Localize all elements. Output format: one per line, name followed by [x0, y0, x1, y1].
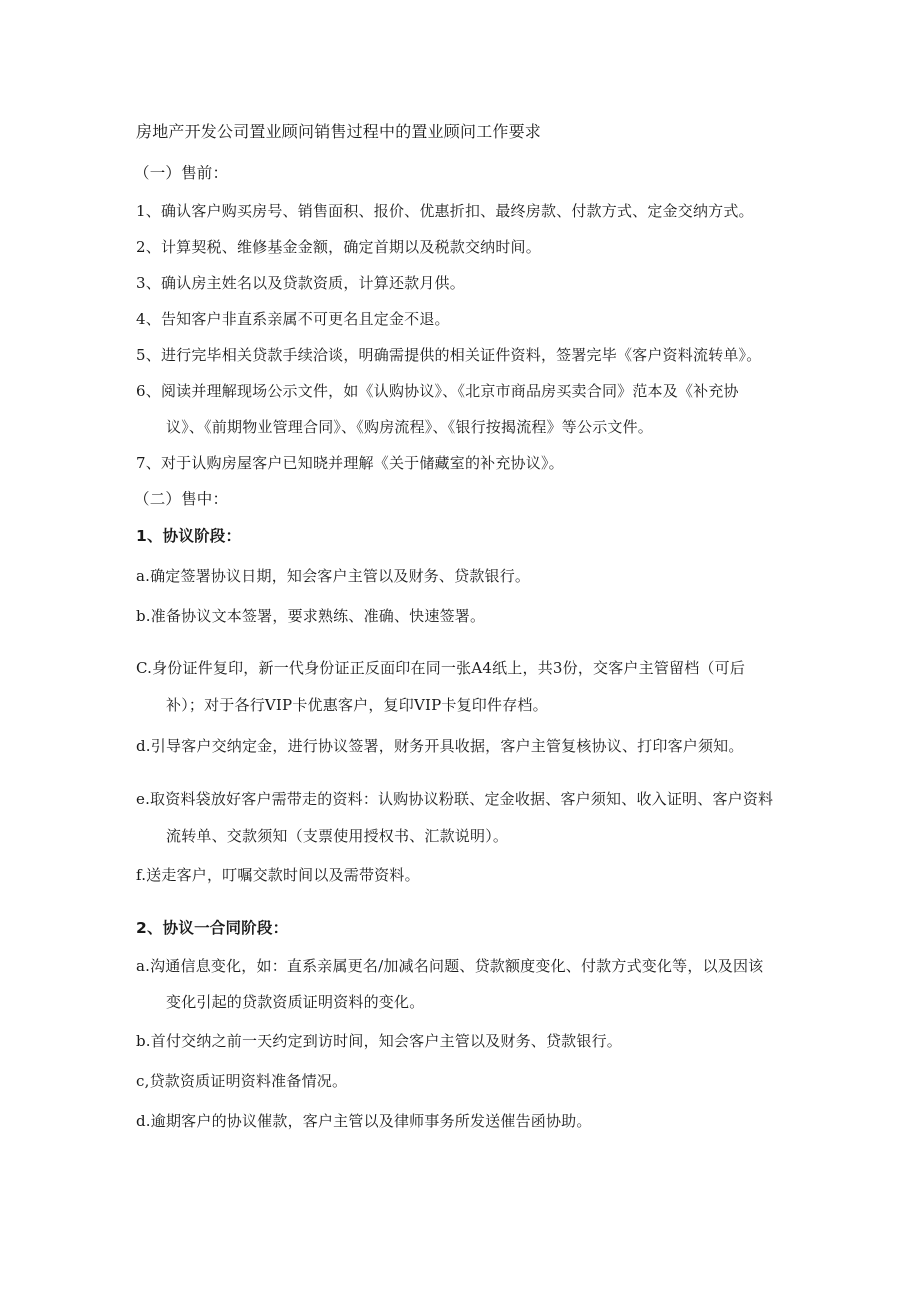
agreement-item-d: d.引导客户交纳定金，进行协议签署，财务开具收据，客户主管复核协议、打印客户须知。 — [136, 737, 744, 755]
contract-item-a: a.沟通信息变化，如：直系亲属更名/加减名问题、贷款额度变化、付款方式变化等，以及因该 — [136, 957, 764, 975]
contract-item-d: d.逾期客户的协议催款，客户主管以及律师事务所发送催告函协助。 — [136, 1112, 592, 1130]
presale-item-6-continued: 议》、《前期物业管理合同》、《购房流程》、《银行按揭流程》等公示文件。 — [166, 418, 654, 436]
presale-item-4: 4、告知客户非直系亲属不可更名且定金不退。 — [136, 310, 450, 328]
presale-item-2: 2、计算契税、维修基金金额，确定首期以及税款交纳时间。 — [136, 238, 541, 256]
agreement-item-c-continued: 补）；对于各行VIP卡优惠客户，复印VIP卡复印件存档。 — [166, 696, 548, 714]
stage-heading-agreement-contract: 2、协议一合同阶段： — [136, 919, 289, 937]
agreement-item-e-continued: 流转单、交款须知（支票使用授权书、汇款说明）。 — [166, 827, 509, 845]
presale-item-1: 1、确认客户购买房号、销售面积、报价、优惠折扣、最终房款、付款方式、定金交纳方式。 — [136, 202, 754, 220]
presale-item-3: 3、确认房主姓名以及贷款资质，计算还款月供。 — [136, 274, 465, 292]
presale-item-6: 6、阅读并理解现场公示文件，如《认购协议》、《北京市商品房买卖合同》范本及《补充协 — [136, 382, 739, 400]
agreement-item-a: a.确定签署协议日期，知会客户主管以及财务、贷款银行。 — [136, 567, 531, 585]
stage-heading-agreement: 1、协议阶段： — [136, 527, 242, 545]
document-title: 房地产开发公司置业顾问销售过程中的置业顾问工作要求 — [136, 122, 542, 141]
presale-item-5: 5、进行完毕相关贷款手续洽谈，明确需提供的相关证件资料，签署完毕《客户资料流转单》。 — [136, 346, 762, 364]
agreement-item-f: f.送走客户，叮嘱交款时间以及需带资料。 — [136, 866, 420, 884]
section-heading-insale: （二）售中： — [134, 490, 229, 508]
section-heading-presale: （一）售前： — [134, 164, 229, 182]
agreement-item-c: C.身份证件复印，新一代身份证正反面印在同一张A4纸上，共3份，交客户主管留档（可后 — [136, 659, 746, 677]
agreement-item-e: e.取资料袋放好客户需带走的资料：认购协议粉联、定金收据、客户须知、收入证明、客户资料 — [136, 790, 774, 808]
contract-item-a-continued: 变化引起的贷款资质证明资料的变化。 — [166, 993, 425, 1011]
agreement-item-b: b.准备协议文本签署，要求熟练、准确、快速签署。 — [136, 607, 486, 625]
contract-item-c: c,贷款资质证明资料准备情况。 — [136, 1072, 348, 1090]
presale-item-7: 7、对于认购房屋客户已知晓并理解《关于储藏室的补充协议》。 — [136, 454, 564, 472]
contract-item-b: b.首付交纳之前一天约定到访时间，知会客户主管以及财务、贷款银行。 — [136, 1032, 622, 1050]
